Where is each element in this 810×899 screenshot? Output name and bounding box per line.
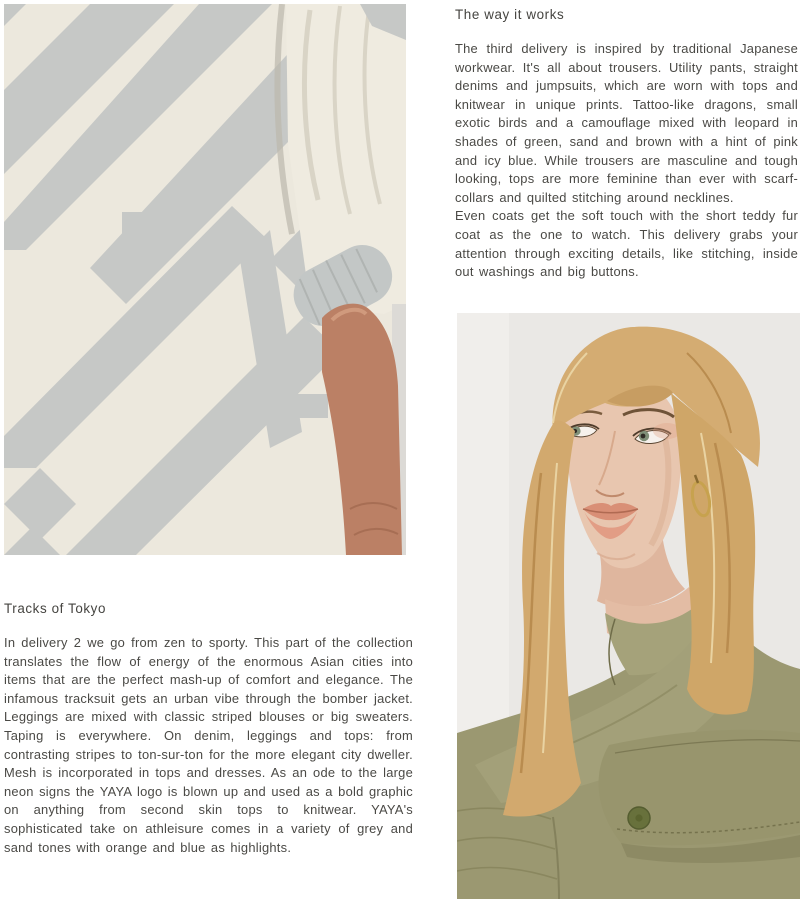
section-the-way-it-works xyxy=(455,5,798,282)
model-photo xyxy=(457,313,800,899)
section-tracks-of-tokyo xyxy=(4,599,413,857)
sweater-photo-graphic xyxy=(4,4,406,555)
section-heading-tracks-of-tokyo: Tracks of Tokyo xyxy=(4,601,107,616)
paragraph-way-it-works-1: The third delivery is inspired by traditional Japanese workwear. It's all about trousers. Utility pants, straight denims and jumpsuits, which are worn with tops and knitwear in unique prints. Tattoo-like dragons, small exotic birds and a camouflage mixed with leopard in shades of green, sand and brown with a hint of pink and icy blue. While trousers are masculine and tough looking, tops are more feminine than ever with scarf-collars and quilted stitching around necklines. xyxy=(455,41,798,205)
model-photo-graphic xyxy=(457,313,800,899)
paragraph-tracks-of-tokyo: In delivery 2 we go from zen to sporty. This part of the collection translates the flow of energy of the enormous Asian cities into items that are the perfect mash-up of comfort and elegance. The infamous tracksuit gets an urban vibe through the bomber jacket. Leggings are mixed with classic striped blouses or big sweaters. Taping is everywhere. On denim, leggings and tops: from contrasting stripes to ton-sur-ton for the more elegant city dweller. Mesh is incorporated in tops and dresses. As an ode to the large neon signs the YAYA logo is blown up and used as a bold graphic on anything from second skin tops to knitwear. YAYA's sophisticated take on athleisure comes in a variety of grey and sand tones with orange and blue as highlights. xyxy=(4,635,413,855)
section-heading-way-it-works: The way it works xyxy=(455,7,565,22)
paragraph-way-it-works-2: Even coats get the soft touch with the short teddy fur coat as the one to watch. This delivery grabs your attention through exciting details, like stitching, inside out washings and big buttons. xyxy=(455,208,798,280)
sweater-photo xyxy=(4,4,406,555)
